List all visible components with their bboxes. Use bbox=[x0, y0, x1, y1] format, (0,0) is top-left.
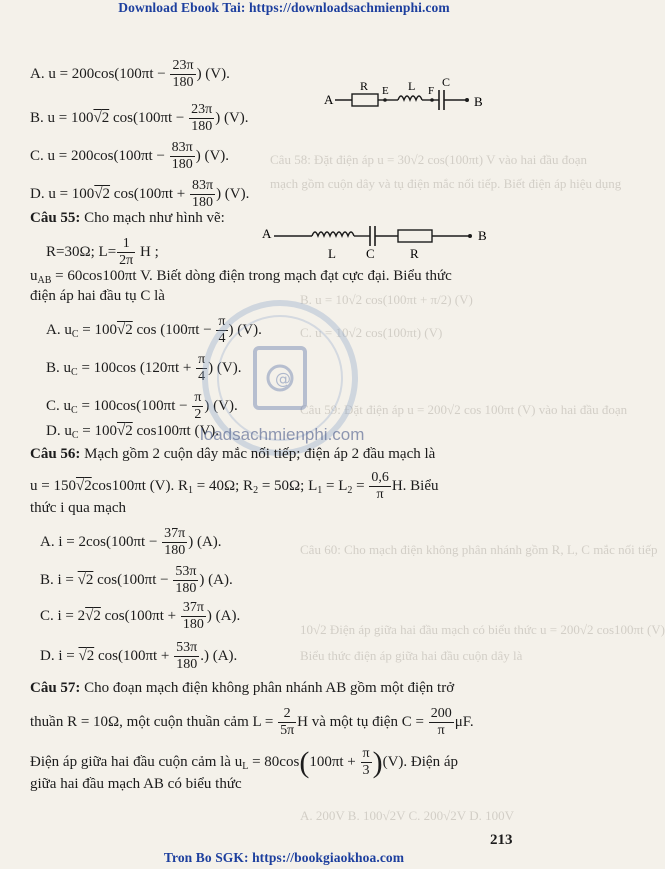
resistor-r bbox=[398, 230, 432, 242]
label-l: L bbox=[328, 246, 336, 261]
option-line: A. $u_C = 100√2$ cos (100πt − $\frac{\pi}{4}$ ) (V). bbox=[46, 314, 262, 346]
label-e: E bbox=[382, 85, 389, 97]
label-c: C bbox=[442, 75, 451, 89]
bleed-through-line: Câu 59: Đặt điện áp u = 200√2 cos 100πt (V) vào hai đầu đoạn bbox=[300, 402, 628, 417]
question-57-title: Câu 57: Cho đoạn mạch điện không phân nhánh AB gồm một điện trở bbox=[30, 680, 455, 696]
question-56-line1: u = 150√2cos100πt (V). $R_1 = 40\Omega$; $R_2 = 50\Omega$; $L_1 = L_2$ = $\frac{0,6}{\pi}$ H. Biểu bbox=[30, 470, 439, 502]
option-line: B. u = 100√2 cos(100πt − $\frac{23\pi}{180}$ ) (V). bbox=[30, 102, 249, 134]
resistor-r bbox=[352, 94, 378, 106]
question-57-line3: giữa hai đầu mạch AB có biểu thức bbox=[30, 776, 242, 792]
bleed-through-line: C. u = 10√2 cos(100πt) (V) bbox=[300, 325, 443, 340]
option-line: B. i = √2 cos(100πt − $\frac{53\pi}{180}$ ) (A). bbox=[40, 564, 233, 596]
node-b-label: B bbox=[478, 228, 487, 243]
bleed-through-line: B. u = 10√2 cos(100πt + π/2) (V) bbox=[300, 292, 473, 307]
question-57-line1: thuần R = 10Ω, một cuộn thuần cảm L = $\frac{2}{5\pi}$ H và một tụ điện C = $\frac{200}{\pi}$ μF. bbox=[30, 706, 474, 738]
bleed-through-line: Câu 60: Cho mạch điện không phân nhánh gồm R, L, C mắc nối tiếp bbox=[300, 542, 658, 557]
option-line: C. i = 2√2 cos(100πt + $\frac{37\pi}{180}$ ) (A). bbox=[40, 600, 241, 632]
inductor-l bbox=[312, 232, 354, 236]
option-line: C. u = 200cos(100πt − $\frac{83\pi}{180}$ ) (V). bbox=[30, 140, 230, 172]
bleed-through-line: A. 200V B. 100√2V C. 200√2V D. 100V bbox=[300, 808, 514, 823]
option-line: D. i = √2 cos(100πt + $\frac{53\pi}{180}$ .) (A). bbox=[40, 640, 238, 672]
question-55-title: Câu 55: Cho mạch như hình vẽ: bbox=[30, 210, 225, 226]
question-55-line2: điện áp hai đầu tụ C là bbox=[30, 288, 165, 304]
circuit-diagram-2 bbox=[258, 218, 498, 262]
question-55-line1: $u_{AB} = 60\cos 100\pi t$ V. Biết dòng điện trong mạch đạt cực đại. Biểu thức bbox=[30, 268, 452, 286]
bleed-through-line: Câu 58: Đặt điện áp u = 30√2 cos(100πt) V vào hai đầu đoạn bbox=[270, 152, 587, 167]
option-line: B. $u_C = 100\cos$ (120πt + $\frac{\pi}{4}$ ) (V). bbox=[46, 352, 242, 384]
option-line: D. $u_C = 100√2$ cos100πt (V). bbox=[46, 423, 220, 441]
svg-text:@: @ bbox=[275, 369, 291, 388]
node-a-label: A bbox=[262, 226, 272, 241]
question-56-title: Câu 56: Mạch gồm 2 cuộn dây mắc nối tiếp; điện áp 2 đầu mạch là bbox=[30, 446, 436, 462]
bleed-through-line: Biểu thức điện áp giữa hai đầu cuộn dây là bbox=[300, 648, 523, 663]
option-line: A. i = 2cos(100πt − $\frac{37\pi}{180}$ ) (A). bbox=[40, 526, 222, 558]
option-line: C. $u_C = 100\cos(100\pi t$ − $\frac{\pi}{2}$ ) (V). bbox=[46, 390, 238, 422]
question-57-line2: Điện áp giữa hai đầu cuộn cảm là $u_L = 80\cos(100\pi t$ + $\frac{\pi}{3}$ )(V). Điện áp bbox=[30, 746, 458, 779]
watermark-text: loadsachmienphi.com bbox=[200, 425, 365, 444]
inductor-l bbox=[398, 96, 422, 100]
node-b-label: B bbox=[474, 94, 483, 109]
option-line: A. u = 200cos(100πt − $\frac{23\pi}{180}$ ) (V). bbox=[30, 58, 230, 90]
label-r: R bbox=[360, 79, 369, 93]
label-c: C bbox=[366, 246, 375, 261]
bleed-through-line: 10√2 Điện áp giữa hai đầu mạch có biểu thức u = 200√2 cos100πt (V) bbox=[300, 622, 665, 637]
bleed-through-line: mạch gồm cuộn dây và tụ điện mắc nối tiếp. Biết điện áp hiệu dụng bbox=[270, 176, 622, 191]
question-56-line2: thức i qua mạch bbox=[30, 500, 127, 516]
label-l: L bbox=[408, 79, 416, 93]
page-number: 213 bbox=[490, 832, 513, 848]
label-r: R bbox=[410, 246, 419, 261]
header-banner: Download Ebook Tai: https://downloadsachmienphi.com bbox=[118, 0, 450, 15]
question-55-given: R=30Ω; L= $\frac{1}{2\pi}$ H ; bbox=[46, 236, 159, 268]
label-f: F bbox=[428, 85, 435, 97]
node-a-label: A bbox=[324, 92, 334, 107]
circuit-diagram-1 bbox=[322, 76, 492, 116]
option-line: D. u = 100√2 cos(100πt + $\frac{83\pi}{180}$ ) (V). bbox=[30, 178, 250, 210]
footer-banner: Tron Bo SGK: https://bookgiaokhoa.com bbox=[163, 850, 405, 865]
